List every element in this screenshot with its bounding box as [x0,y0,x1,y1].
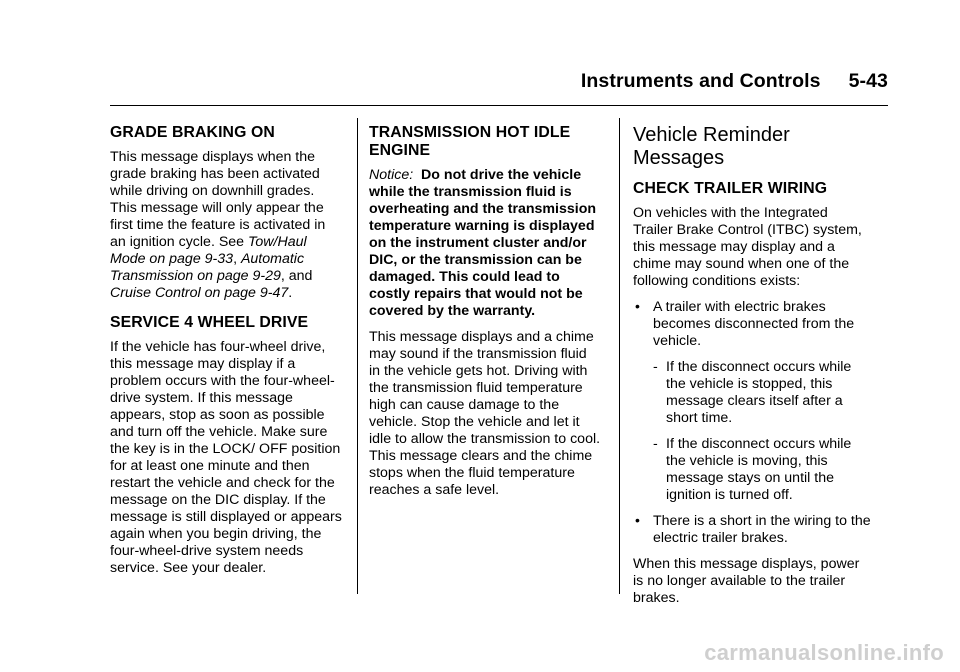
header-rule [110,105,888,106]
grade-braking-heading: GRADE BRAKING ON [110,124,275,141]
bullet-icon: • [635,512,640,528]
service-4wd-heading: SERVICE 4 WHEEL DRIVE [110,314,309,331]
transmission-hot-heading: TRANSMISSION HOT IDLE ENGINE [369,124,571,159]
sub-item [633,359,871,427]
dash-icon: - [653,359,658,375]
bullet-text: There is a short in the wiring to the electric trailer brakes. [653,513,871,546]
notice-text: Do not drive the vehicle while the transmission fluid is overheating and the transmission temperature warning is displayed on the instrument cluster and/or DIC, or the transmission can be damaged. This could lead to costly repairs that would not be covered by the warranty. [369,167,597,319]
notice-paragraph [369,167,601,320]
section-title: Instruments and Controls [580,70,821,92]
bullet-item [633,299,871,350]
separator: , [233,251,241,267]
automatic-transmission-link[interactable]: Automatic Transmission on page 9-29 [110,251,305,284]
tow-haul-link[interactable]: Tow/Haul Mode on page 9-33 [110,234,307,267]
check-trailer-intro: On vehicles with the Integrated Trailer Brake Control (ITBC) system, this message may display and a chime may sound when one of the following conditions exists: [633,205,862,289]
cruise-control-link[interactable]: Cruise Control on page 9-47 [110,285,289,301]
sub-text: If the disconnect occurs while the vehicle is stopped, this message clears itself after a short time. [666,359,852,426]
column-1 [110,124,342,586]
dash-icon: - [653,436,658,452]
page-header [110,70,888,93]
transmission-hot-text: This message displays and a chime may sound if the transmission fluid in the vehicle gets hot. Driving with the transmission fluid temperature high can cause damage to the vehicle. Stop the vehicle and let it idle to allow the transmission to cool. This message clears and the chime stops when the fluid temperature reaches a safe level. [369,329,601,498]
sub-text: If the disconnect occurs while the vehicle is moving, this message stays on until the ignition is turned off. [666,436,852,503]
grade-braking-text: This message displays when the grade braking has been activated while driving on downhill grades. This message will only appear the first time the feature is activated in an ignition cycle. See [110,149,326,250]
page-number: 5-43 [848,70,888,92]
service-4wd-text: If the vehicle has four-wheel drive, this message may display if a problem occurs with the four-wheel-drive system. If this message appears, stop as soon as possible and turn off the vehicle. Make sure the key is in the LOCK/ OFF position for at least one minute and then restart the vehicle and check for the message on the DIC display. If the message is still displayed or appears again when you begin driving, the four-wheel-drive system needs service. See your dealer. [110,339,342,576]
check-trailer-closing: When this message displays, power is no longer available to the trailer brakes. [633,556,860,606]
column-3 [633,124,871,616]
bullet-icon: • [635,298,640,314]
separator: , and [280,268,313,284]
bullet-text: A trailer with electric brakes becomes disconnected from the vehicle. [653,299,855,349]
column-2 [369,124,601,508]
sub-item [633,436,871,504]
grade-braking-paragraph [110,149,342,302]
column-divider-2 [619,118,620,594]
vehicle-reminder-heading: Vehicle Reminder Messages [633,124,790,169]
column-divider-1 [357,118,358,594]
notice-label: Notice: [369,167,414,183]
watermark: carmanualsonline.info [704,640,944,665]
period: . [288,285,293,301]
check-trailer-heading: CHECK TRAILER WIRING [633,180,828,197]
bullet-item [633,513,871,547]
